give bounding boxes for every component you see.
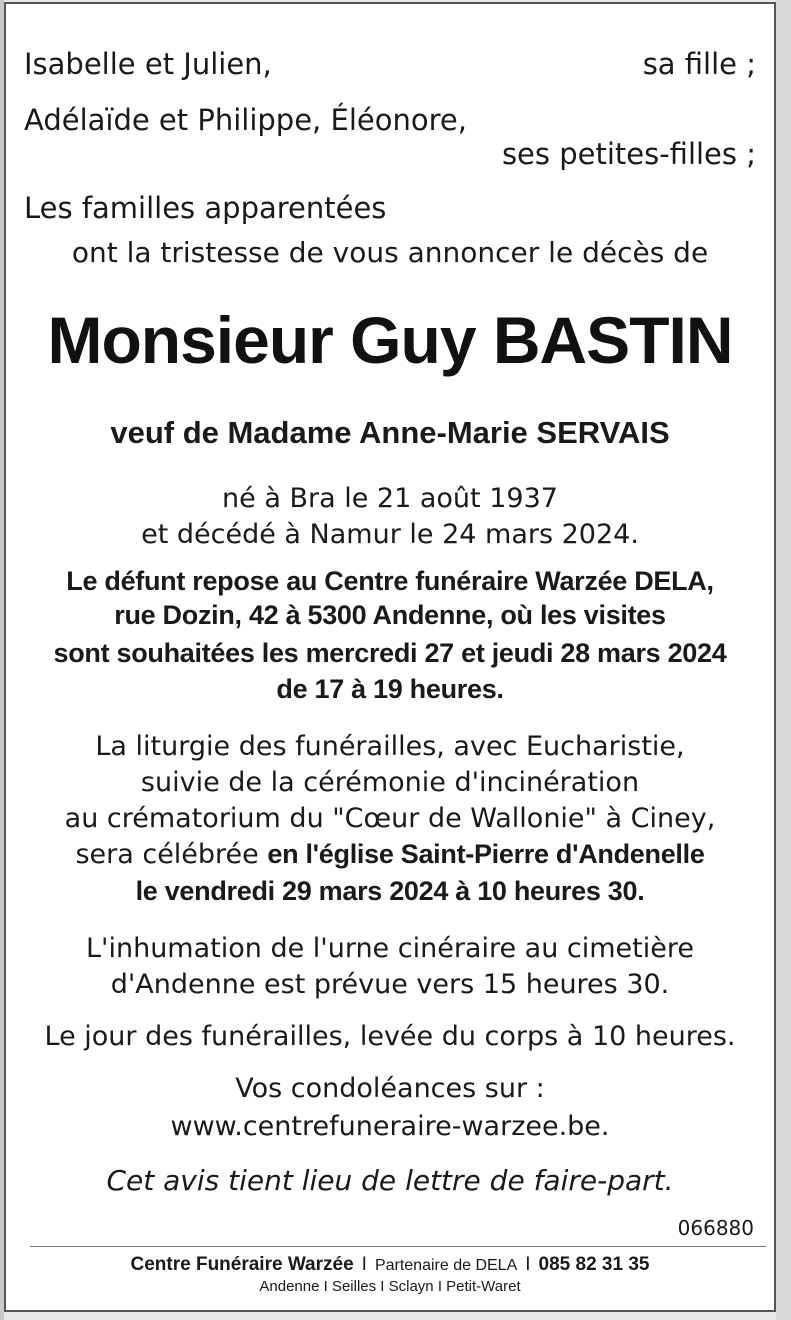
visits-line-4: de 17 à 19 heures. [276,674,504,704]
footer-divider [30,1246,766,1247]
visits-line-1: Le défunt repose au Centre funéraire Warzée DELA, [66,566,714,596]
company-name: Centre Funéraire Warzée [130,1254,354,1275]
footer-company-line [6,1254,774,1277]
condolences-url[interactable]: www.centrefuneraire-warzee.be. [170,1111,610,1142]
liturgy-prefix: sera célébrée [75,839,268,870]
liturgy-line-2: suivie de la cérémonie d'incinération [140,767,640,798]
liturgy-line-1: La liturgie des funérailles, avec Eucharistie, [95,731,685,762]
announcement: ont la tristesse de vous annoncer le décès de [71,236,709,269]
visits-line-3: sont souhaitées les mercredi 27 et jeudi 28 mars 2024 [53,638,727,668]
inhumation-line-2: d'Andenne est prévue vers 15 heures 30. [110,969,670,1000]
death-line: et décédé à Namur le 24 mars 2024. [141,519,639,550]
obituary-notice: Isabelle et Julien, sa fille ; Adélaïde et Philippe, Éléonore, ses petites-filles ; Les familles apparentées ont la tristesse de vous annoncer le décès de Monsieur Guy BASTIN veuf de Madame Anne-Marie SERVAIS né à Bra le 21 août 1937 et décédé à Namur le 24 mars 2024. Le défunt repose au Centre funéraire Warzée DELA, rue Dozin, 42 à 5300 Andenne, où les visites sont souhaitées les mercredi 27 et jeudi 28 mars 2024 de 17 à 19 heures. La liturgie des funérailles, avec Eucharistie, suivie de la cérémonie d'incinération au crématorium du "Cœur de Wallonie" à Ciney, sera célébrée en l'église Saint-Pierre d'Andenelle le vendredi 29 mars 2024 à 10 heures 30. L'inhumation de l'urne cinéraire au cimetière d'Andenne est prévue vers 15 heures 30. Le jour des funérailles, levée du corps à 10 heures. Vos condoléances sur : www.centrefuneraire-warzee.be. Cet avis tient lieu de lettre de faire-part. 066880 Centre Funéraire Warzée I Partenaire de DELA I 085 82 31 35 Andenne I Seilles I Sclayn I Petit-Waret [4,2,776,1312]
family-name: Adélaïde et Philippe, Éléonore, [24,103,467,137]
family-relation: sa fille ; [642,47,756,81]
notice-line: Cet avis tient lieu de lettre de faire-part. [106,1164,674,1197]
birth-line: né à Bra le 21 août 1937 [222,483,558,514]
condolences-label: Vos condoléances sur : [235,1073,545,1104]
inhumation-line-1: L'inhumation de l'urne cinéraire au cimetière [86,933,694,964]
phone-number: 085 82 31 35 [538,1254,650,1275]
liturgy-place: en l'église Saint-Pierre d'Andenelle [267,839,705,869]
footer-separator: I [361,1254,367,1275]
widower-of: veuf de Madame Anne-Marie SERVAIS [110,415,670,450]
levee-line: Le jour des funérailles, levée du corps à 10 heures. [44,1021,736,1052]
liturgy-line-3: au crématorium du "Cœur de Wallonie" à Ciney, [64,803,716,834]
reference-number: 066880 [677,1216,754,1240]
footer-separator: I [525,1254,531,1275]
visits-line-2: rue Dozin, 42 à 5300 Andenne, où les visites [114,600,666,630]
family-relation: ses petites-filles ; [501,137,756,171]
right-margin-bar [776,0,791,1320]
liturgy-date: le vendredi 29 mars 2024 à 10 heures 30. [135,876,645,906]
footer-locations: Andenne I Seilles I Sclayn I Petit-Waret [259,1278,521,1295]
partner-name: Partenaire de DELA [374,1257,518,1274]
liturgy-line-4 [6,838,774,871]
deceased-name: Monsieur Guy BASTIN [47,303,733,377]
family-name: Isabelle et Julien, [24,47,272,81]
